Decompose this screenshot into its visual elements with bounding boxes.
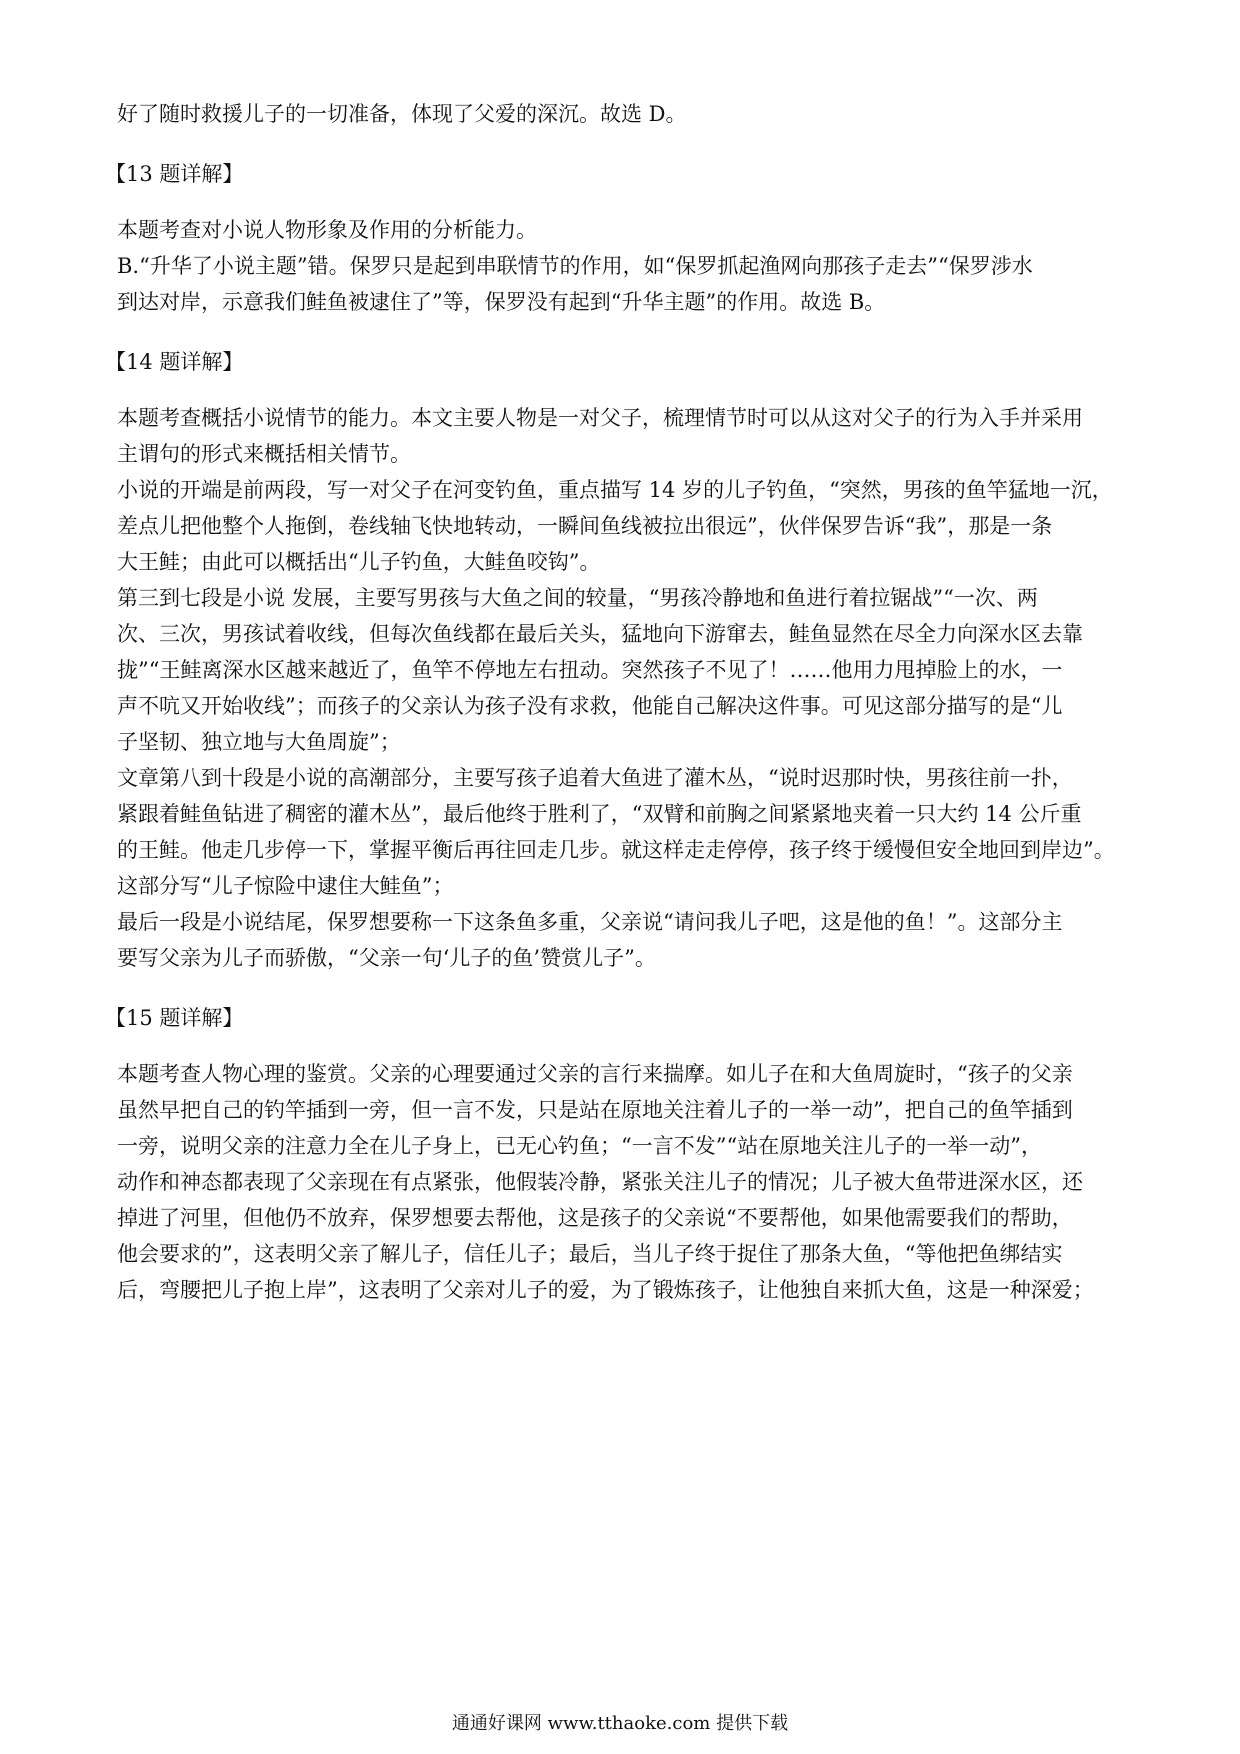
section-13-line: 到达对岸，示意我们鲑鱼被逮住了”等，保罗没有起到“升华主题”的作用。故选 B。 bbox=[117, 290, 886, 314]
section-13-heading: 【13 题详解】 bbox=[105, 162, 244, 186]
section-15-line: 掉进了河里，但他仍不放弃，保罗想要去帮他，这是孩子的父亲说“不要帮他，如果他需要我们的帮助， bbox=[117, 1206, 1073, 1230]
document-body bbox=[105, 96, 1127, 1308]
section-15-heading: 【15 题详解】 bbox=[105, 1006, 244, 1030]
intro-line: 好了随时救援儿子的一切准备，体现了父爱的深沉。故选 D。 bbox=[117, 102, 687, 126]
section-14-line: 声不吭又开始收线”；而孩子的父亲认为孩子没有求救，他能自己解决这件事。可见这部分描写的是“儿 bbox=[117, 694, 1063, 718]
section-14-line: 子坚韧、独立地与大鱼周旋”； bbox=[117, 730, 401, 754]
section-14-line: 本题考查概括小说情节的能力。本文主要人物是一对父子，梳理情节时可以从这对父子的行为入手并采用 bbox=[117, 406, 1083, 430]
page-footer: 通通好课网 www.tthaoke.com 提供下载 bbox=[451, 1713, 789, 1734]
section-14-line: 第三到七段是小说 发展，主要写男孩与大鱼之间的较量，“男孩冷静地和鱼进行着拉锯战”“一次、两 bbox=[117, 586, 1038, 610]
section-15-line: 一旁，说明父亲的注意力全在儿子身上，已无心钓鱼；“一言不发”“站在原地关注儿子的一举一动”， bbox=[117, 1134, 1042, 1158]
section-13-line: 本题考查对小说人物形象及作用的分析能力。 bbox=[117, 218, 537, 242]
section-14-line: 文章第八到十段是小说的高潮部分，主要写孩子追着大鱼进了灌木丛，“说时迟那时快，男孩往前一扑， bbox=[117, 766, 1073, 790]
section-14-line: 最后一段是小说结尾，保罗想要称一下这条鱼多重，父亲说“请问我儿子吧，这是他的鱼！”。这部分主 bbox=[117, 910, 1063, 934]
section-15-line: 虽然早把自己的钓竿插到一旁，但一言不发，只是站在原地关注着儿子的一举一动”，把自己的鱼竿插到 bbox=[117, 1098, 1073, 1122]
section-14-line: 要写父亲为儿子而骄傲，“父亲一句‘儿子的鱼’赞赏儿子”。 bbox=[117, 946, 656, 970]
section-14-heading: 【14 题详解】 bbox=[105, 350, 244, 374]
section-14-line: 拢”“王鲑离深水区越来越近了，鱼竿不停地左右扭动。突然孩子不见了！……他用力甩掉脸上的水，一 bbox=[117, 658, 1063, 682]
section-15-line: 本题考查人物心理的鉴赏。父亲的心理要通过父亲的言行来揣摩。如儿子在和大鱼周旋时，“孩子的父亲 bbox=[117, 1062, 1073, 1086]
section-15-line: 后，弯腰把儿子抱上岸”，这表明了父亲对儿子的爱，为了锻炼孩子，让他独自来抓大鱼，这是一种深爱； bbox=[117, 1278, 1094, 1302]
section-14-line: 大王鲑；由此可以概括出“儿子钓鱼，大鲑鱼咬钩”。 bbox=[117, 550, 601, 574]
section-14-line: 次、三次，男孩试着收线，但每次鱼线都在最后关头，猛地向下游窜去，鲑鱼显然在尽全力向深水区去靠 bbox=[117, 622, 1083, 646]
section-14-line: 紧跟着鲑鱼钻进了稠密的灌木丛”，最后他终于胜利了，“双臂和前胸之间紧紧地夹着一只大约 14 公斤重 bbox=[117, 802, 1082, 826]
section-14-line: 主谓句的形式来概括相关情节。 bbox=[117, 442, 411, 466]
section-15-line: 动作和神态都表现了父亲现在有点紧张，他假装冷静，紧张关注儿子的情况；儿子被大鱼带进深水区，还 bbox=[117, 1170, 1083, 1194]
section-14-line: 的王鲑。他走几步停一下，掌握平衡后再往回走几步。就这样走走停停，孩子终于缓慢但安全地回到岸边”。 bbox=[117, 838, 1115, 862]
section-13-line: B.“升华了小说主题”错。保罗只是起到串联情节的作用，如“保罗抓起渔网向那孩子走去”“保罗涉水 bbox=[117, 254, 1033, 278]
section-14-line: 小说的开端是前两段，写一对父子在河变钓鱼，重点描写 14 岁的儿子钓鱼，“突然，男孩的鱼竿猛地一沉， bbox=[117, 478, 1113, 502]
section-14-line: 这部分写“儿子惊险中逮住大鲑鱼”； bbox=[117, 874, 454, 898]
section-15-line: 他会要求的”，这表明父亲了解儿子，信任儿子；最后，当儿子终于捉住了那条大鱼，“等他把鱼绑结实 bbox=[117, 1242, 1063, 1266]
section-14-line: 差点儿把他整个人拖倒，卷线轴飞快地转动，一瞬间鱼线被拉出很远”，伙伴保罗告诉“我”，那是一条 bbox=[117, 514, 1053, 538]
